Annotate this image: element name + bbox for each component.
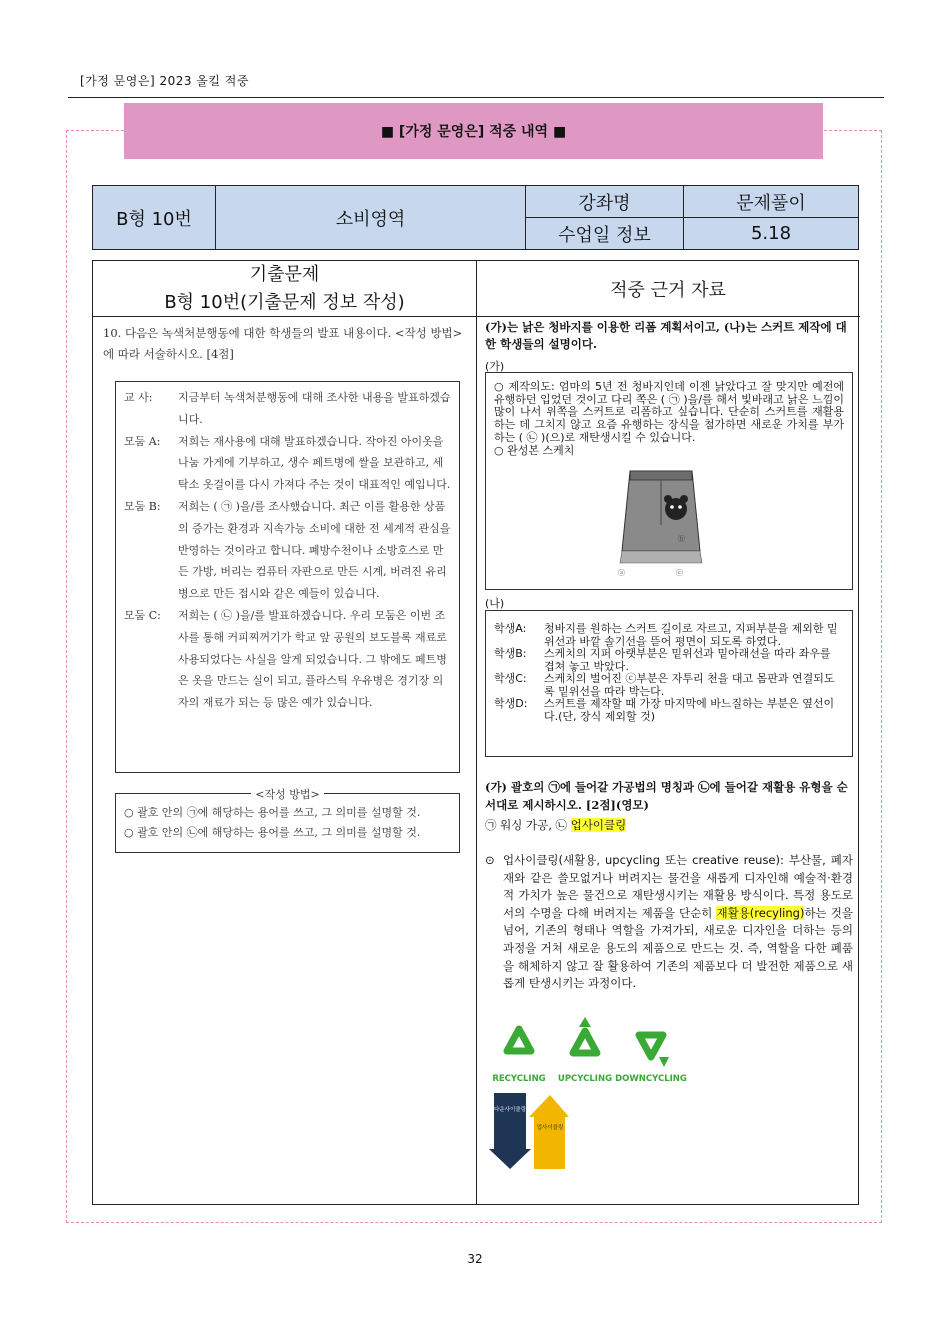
student-text: 스커트를 제작할 때 가장 마지막에 바느질하는 부분은 옆선이다.(단, 장식 제외할 것) [544,697,835,723]
method-title [115,786,460,802]
upcycling-icon [573,1017,597,1053]
method-item: ○ 괄호 안의 ㉡에 해당하는 용어를 쓰고, 그 의미를 설명할 것. [124,826,421,839]
dialog-speaker: 모둠 A: [124,434,161,448]
ga-item: ○ 제작의도: 엄마의 5년 전 청바지인데 이젠 낡았다고 잘 맞지만 예전에 유행하던 입었던 것이고 다리 쪽은 ( ㉠ )을/를 해서 빛바래고 낡은 느낌이 많이 나서 위쪽을 스커트로 리폼하고 싶습니다. 단순히 스커트를 재활용하는 데 그치지 않고 요즘 유행하는 장식을 첨가하면 새로운 가치를 부가하는 ( ㉡ )(으)로 재탄생시킬 수 있습니다. [494,380,844,444]
main-content-box [92,260,859,1205]
explanation-bullet: ⊙ [485,853,495,867]
explanation-highlight: 재활용(recyling) [716,905,805,920]
left-column-heading [93,261,476,317]
left-heading-line2: B형 10번(기출문제 정보 작성) [164,292,405,313]
downcycling-label: DOWNCYCLING [615,1074,687,1084]
student-label: 학생D: [494,697,528,710]
page-number: 32 [467,1252,483,1266]
sketch-mark-b: ⓑ [678,535,685,543]
student-statement [494,648,844,673]
dialog-line [124,605,451,714]
ga-item: ○ 완성본 스케치 [494,443,575,457]
explanation [485,852,853,993]
ga-label: (가) [485,360,505,373]
dialog-text: 저희는 재사용에 대해 발표하겠습니다. 작아진 아이옷을 나눔 가게에 기부하고, 생수 페트병에 쌀을 보관하고, 세탁소 옷걸이를 다시 가져다 주는 것이 대표적인 예입니다. [178,434,451,492]
left-heading-line1: 기출문제 [249,264,320,285]
dialog-line [124,431,451,496]
explanation-text-2: 하는 것을 넘어, 기존의 형태나 역할을 가져가되, 새로운 디자인을 더하는 등의 과정을 거쳐 새로운 용도의 제품으로 만드는 것. 즉, 역할을 다한 폐품을 해체하지 않고 잘 활용하여 기존의 제품보다 더 발전한 제품으로 새롭게 탄생시키는 과정이다. [503,905,853,991]
dialog-line [124,496,451,605]
dialog-text: 저희는 ( ㉡ )을/를 발표하겠습니다. 우리 모둠은 이번 조사를 통해 커피찌꺼기가 학교 앞 공원의 보도블록 재료로 사용되었다는 사실을 알게 되었습니다. 그 밖에도 페트병은 옷을 만드는 실이 되고, 플라스틱 우유병은 경기장 의자의 재료가 되는 등 많은 예가 있습니다. [178,608,447,710]
student-label: 학생C: [494,672,527,685]
material-intro: (가)는 낡은 청바지를 이용한 리폼 계획서이고, (나)는 스커트 제작에 대한 학생들의 설명이다. [485,320,847,351]
question-id: B형 10번 [93,186,216,250]
student-text: 청바지를 원하는 스커트 길이로 자르고, 지퍼부분을 제외한 밑위선과 바깥 솔기선을 뜯어 평면이 되도록 하였다. [544,622,838,648]
method-item: ○ 괄호 안의 ㉠에 해당하는 용어를 쓰고, 그 의미를 설명할 것. [124,806,421,819]
upcycling-arrow [529,1095,569,1169]
date-label: 수업일 정보 [526,218,684,250]
answer-highlight: 업사이클링 [570,818,627,832]
student-text: 스케치의 지퍼 아랫부분은 밑위선과 밑아래선을 따라 좌우를 겹쳐 놓고 박았다. [544,647,831,673]
answer [485,818,626,832]
downcycling-icon [639,1035,669,1067]
dialog-box [115,381,460,773]
running-header: [가정 문영은] 2023 올킬 적중 [80,74,249,88]
bear-eye [670,505,674,509]
sketch-mark-a: ⓐ [618,569,625,577]
date-value: 5.18 [684,218,859,250]
sketch-mark-c: ⓒ [676,569,683,577]
student-statement [494,673,844,698]
dialog-text: 저희는 ( ㉠ )을/를 조사했습니다. 최근 이를 활용한 상품의 증가는 환경과 지속가능 소비에 대한 전 세계적 관심을 반영하는 것이라고 합니다. 폐방수천이나 소방호스로 만든 가방, 버리는 컴퓨터 자판으로 만든 시계, 버려진 유리병으로 만든 접시와 같은 예들이 있습니다. [178,499,451,601]
exam-question: 10. 다음은 녹색처분행동에 대한 학생들의 발표 내용이다. <작성 방법>에 따라 서술하시오. [4점] [103,326,463,361]
answer-prefix: ㉠ 워싱 가공, ㉡ [485,818,568,832]
dialog-text: 지금부터 녹색처분행동에 대해 조사한 내용을 발표하겠습니다. [178,391,451,426]
area-label: 소비영역 [216,186,526,250]
sub-question: (가) 괄호의 ㉠에 들어갈 가공법의 명칭과 ㉡에 들어갈 재활용 유형을 순서대로 제시하시오. [2점](영모) [485,780,848,812]
downcycling-arrow [489,1093,531,1169]
dialog-speaker: 교 사: [124,391,153,404]
explanation-body [503,852,853,993]
header-rule [68,97,884,98]
method-box [115,793,460,853]
recycling-label: RECYCLING [492,1074,546,1084]
recycle-icons-figure [489,1013,699,1093]
skirt-fringe [620,551,702,563]
skirt-sketch [616,465,706,577]
skirt-waistband [630,471,692,480]
na-label: (나) [485,597,505,610]
bear-eye [678,505,682,509]
dialog-line [124,387,451,431]
bear-ear [664,495,672,503]
student-statement [494,623,844,648]
info-table [92,185,859,250]
ga-box [485,372,853,590]
student-label: 학생A: [494,622,527,635]
student-text: 스케치의 벌어진 ⓒ부분은 자투리 천을 대고 몸판과 연결되도록 밑위선을 따라 박는다. [544,672,835,698]
downcycling-arrow-label: 다운사이클링 [494,1107,526,1113]
course-value: 문제풀이 [684,186,859,218]
upcycling-label: UPCYCLING [557,1074,613,1084]
title-banner: ■ [가정 문영은] 적중 내역 ■ [124,103,823,159]
course-label: 강좌명 [526,186,684,218]
dialog-speaker: 모둠 B: [124,499,161,513]
bear-ear [680,495,688,503]
recycling-icon [507,1029,531,1051]
right-column-heading: 적중 근거 자료 [476,261,860,317]
student-statement [494,698,844,723]
cycling-arrows-figure [489,1093,569,1173]
explanation-text-1: 업사이클링(새활용, upcycling 또는 creative reuse): 부산물, 폐자재와 같은 쓸모없거나 버려지는 물건을 새롭게 디자인해 예술적·환경적 가치가 높은 물건으로 재탄생시키는 재활용 방식이다. 특정 용도로서의 수명을 다해 버려지는 제품을 단순히 [503,853,853,920]
dialog-speaker: 모둠 C: [124,608,161,622]
column-divider [476,261,477,1204]
upcycling-arrow-label: 업사이클링 [536,1125,564,1131]
student-label: 학생B: [494,647,527,660]
method-title-text: <작성 방법> [251,788,323,801]
na-box [485,610,853,757]
